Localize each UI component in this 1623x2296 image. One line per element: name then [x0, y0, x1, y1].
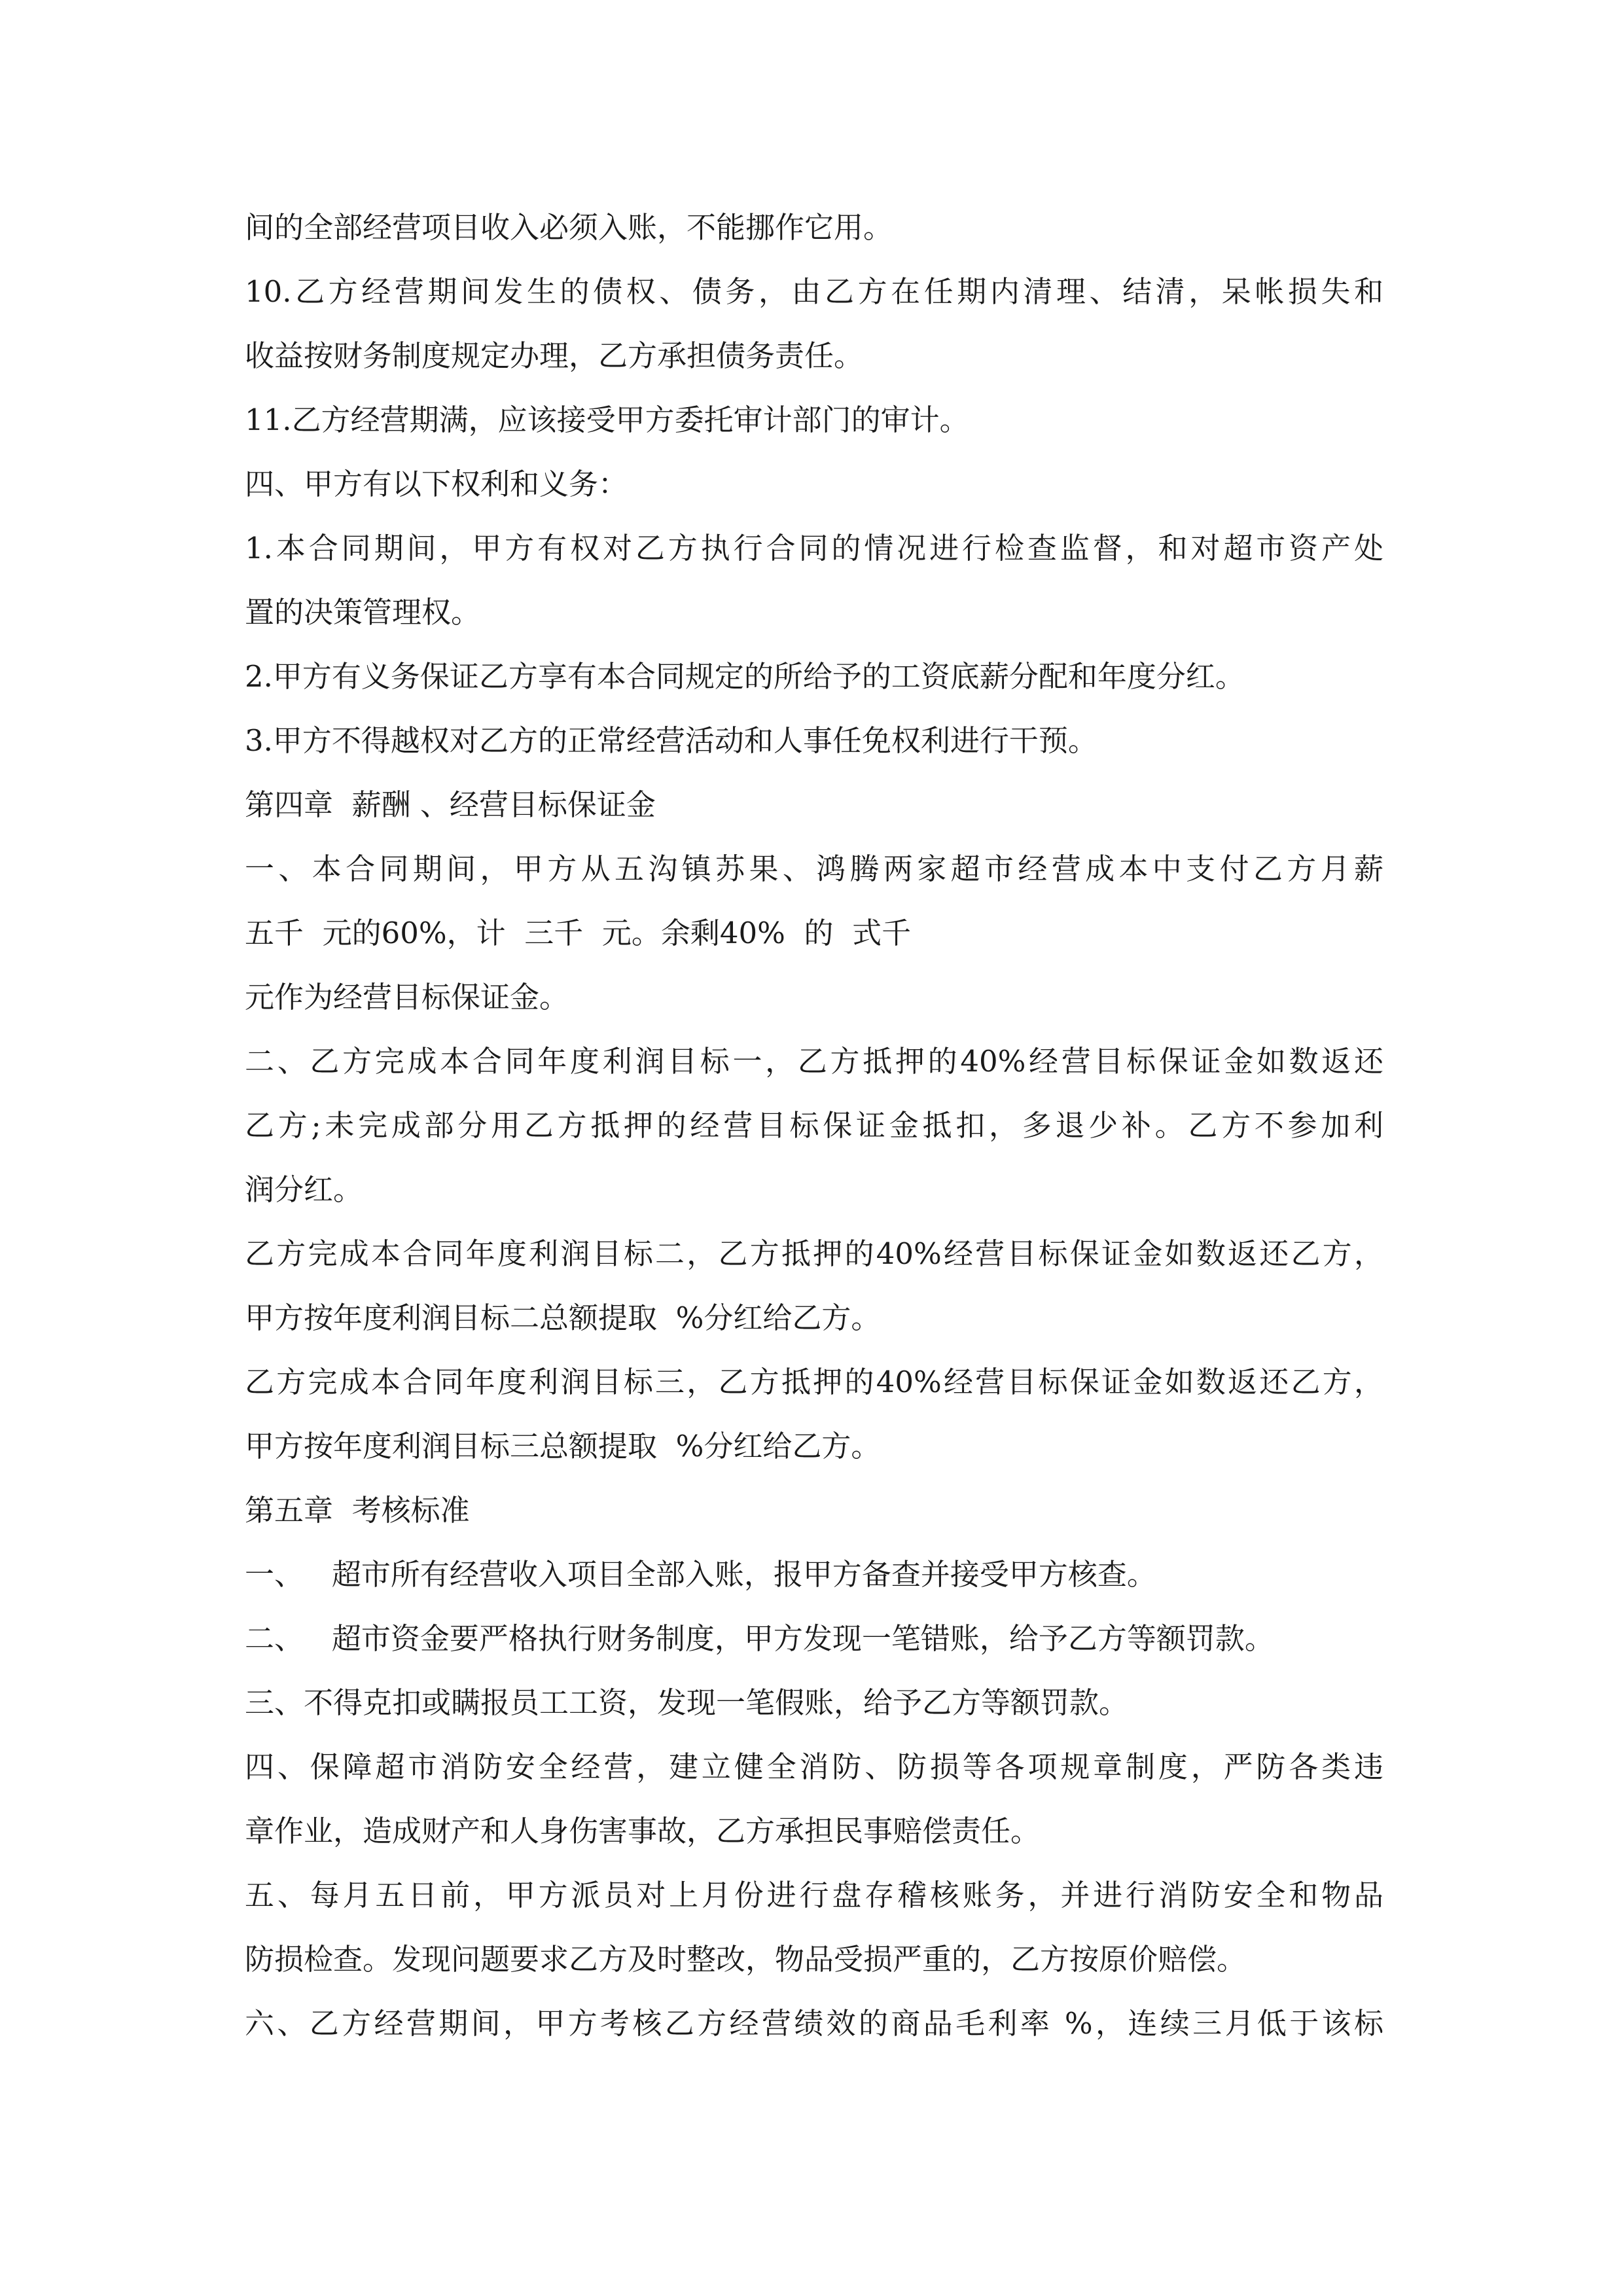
text-line: 章作业，造成财产和人身伤害事故，乙方承担民事赔偿责任。 — [245, 1814, 1041, 1848]
text-line: 乙方完成本合同年度利润目标二，乙方抵押的40%经营目标保证金如数返还乙方， — [245, 1236, 1383, 1271]
text-line: 置的决策管理权。 — [245, 595, 481, 630]
section-heading: 四、甲方有以下权利和义务： — [245, 467, 628, 501]
text-line: 乙方完成本合同年度利润目标三，乙方抵押的40%经营目标保证金如数返还乙方， — [245, 1365, 1383, 1399]
text-line: 润分红。 — [245, 1172, 363, 1207]
text-line: 六、乙方经营期间，甲方考核乙方经营绩效的商品毛利率 %，连续三月低于该标 — [245, 2006, 1383, 2041]
chapter-heading: 第五章 考核标准 — [245, 1493, 470, 1528]
text-line: 10.乙方经营期间发生的债权、债务，由乙方在任期内清理、结清，呆帐损失和 — [245, 274, 1383, 309]
text-line: 五千 元的60%，计 三千 元。余剩40% 的 式千 — [245, 916, 912, 950]
text-line: 收益按财务制度规定办理，乙方承担债务责任。 — [245, 338, 864, 373]
document-body — [245, 200, 1383, 2060]
text-line: 元作为经营目标保证金。 — [245, 980, 569, 1014]
text-line: 一、 超市所有经营收入项目全部入账，报甲方备查并接受甲方核查。 — [245, 1557, 1156, 1592]
text-line: 甲方按年度利润目标三总额提取 %分红给乙方。 — [245, 1429, 881, 1463]
text-line: 二、乙方完成本合同年度利润目标一，乙方抵押的40%经营目标保证金如数返还 — [245, 1044, 1383, 1079]
text-line: 甲方按年度利润目标二总额提取 %分红给乙方。 — [245, 1300, 881, 1335]
text-line: 3.甲方不得越权对乙方的正常经营活动和人事任免权利进行干预。 — [245, 723, 1097, 758]
text-line: 1.本合同期间，甲方有权对乙方执行合同的情况进行检查监督，和对超市资产处 — [245, 531, 1383, 565]
text-line: 间的全部经营项目收入必须入账，不能挪作它用。 — [245, 210, 893, 245]
text-line: 二、 超市资金要严格执行财务制度，甲方发现一笔错账，给予乙方等额罚款。 — [245, 1621, 1274, 1656]
text-line: 五、每月五日前，甲方派员对上月份进行盘存稽核账务，并进行消防安全和物品 — [245, 1878, 1383, 1912]
text-line: 2.甲方有义务保证乙方享有本合同规定的所给予的工资底薪分配和年度分红。 — [245, 659, 1245, 694]
text-line: 三、不得克扣或瞒报员工工资，发现一笔假账，给予乙方等额罚款。 — [245, 1685, 1129, 1720]
text-line: 乙方;未完成部分用乙方抵押的经营目标保证金抵扣，多退少补。乙方不参加利 — [245, 1108, 1383, 1143]
text-line: 一、本合同期间，甲方从五沟镇苏果、鸿腾两家超市经营成本中支付乙方月薪 — [245, 852, 1383, 886]
chapter-heading: 第四章 薪酬 、经营目标保证金 — [245, 787, 656, 822]
text-line: 11.乙方经营期满，应该接受甲方委托审计部门的审计。 — [245, 403, 969, 437]
text-line: 四、保障超市消防安全经营，建立健全消防、防损等各项规章制度，严防各类违 — [245, 1749, 1383, 1784]
text-line: 防损检查。发现问题要求乙方及时整改，物品受损严重的，乙方按原价赔偿。 — [245, 1942, 1247, 1977]
